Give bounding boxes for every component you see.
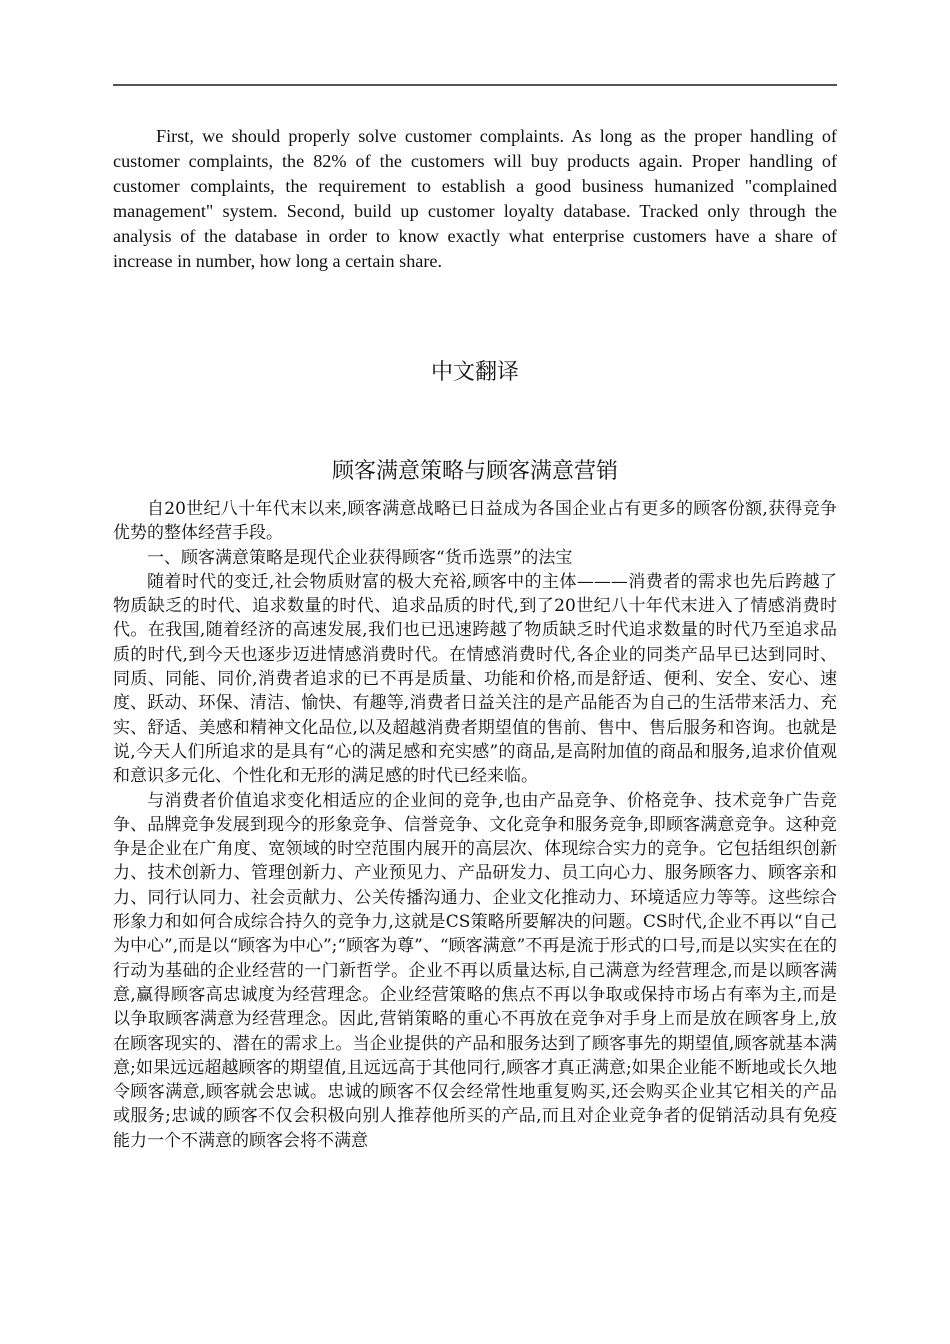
body-paragraph: 随着时代的变迁,社会物质财富的极大充裕,顾客中的主体———消费者的需求也先后跨越了物质缺乏的时代、追求数量的时代、追求品质的时代,到了20世纪八十年代末进入了情感消费时代。在我国,随着经济的高速发展,我们也已迅速跨越了物质缺乏时代追求数量的时代乃至追求品质的时代,到今天也逐步迈进情感消费时代。在情感消费时代,各企业的同类产品早已达到同时、同质、同能、同价,消费者追求的已不再是质量、功能和价格,而是舒适、便利、安全、安心、速度、跃动、环保、清洁、愉快、有趣等,消费者日益关注的是产品能否为自己的生活带来活力、充实、舒适、美感和精神文化品位,以及超越消费者期望值的售前、售中、售后服务和咨询。也就是说,今天人们所追求的是具有“心的满足感和充实感”的商品,是高附加值的商品和服务,追求价值观和意识多元化、个性化和无形的满足感的时代已经来临。 (113, 571, 837, 787)
body-paragraph: 与消费者价值追求变化相适应的企业间的竞争,也由产品竞争、价格竞争、技术竞争广告竞争、品牌竞争发展到现今的形象竞争、信誉竞争、文化竞争和服务竞争,即顾客满意竞争。这种竞争是企业在广角度、宽领域的时空范围内展开的高层次、体现综合实力的竞争。它包括组织创新力、技术创新力、管理创新力、产业预见力、产品研发力、员工向心力、服务顾客力、顾客亲和力、同行认同力、社会贡献力、公关传播沟通力、企业文化推动力、环境适应力等等。这些综合形象力和如何合成综合持久的竞争力,这就是CS策略所要解决的问题。CS时代,企业不再以“自己为中心”,而是以“顾客为中心”;“顾客为尊”、“顾客满意”不再是流于形式的口号,而是以实实在在的行动为基础的企业经营的一门新哲学。企业不再以质量达标,自己满意为经营理念,而是以顾客满意,赢得顾客高忠诚度为经营理念。企业经营策略的焦点不再以争取或保持市场占有率为主,而是以争取顾客满意为经营理念。因此,营销策略的重心不再放在竞争对手身上而是放在顾客身上,放在顾客现实的、潜在的需求上。当企业提供的产品和服务达到了顾客事先的期望值,顾客就基本满意;如果远远超越顾客的期望值,且远远高于其他同行,顾客才真正满意;如果企业能不断地或长久地令顾客满意,顾客就会忠诚。忠诚的顾客不仅会经常性地重复购买,还会购买企业其它相关的产品或服务;忠诚的顾客不仅会积极向别人推荐他所买的产品,而且对企业竞争者的促销活动具有免疫能力一个不满意的顾客会将不满意 (113, 790, 837, 1151)
chinese-body (113, 497, 837, 1153)
section-subheading: 一、顾客满意策略是现代企业获得顾客“货币选票”的法宝 (147, 547, 573, 568)
english-paragraph: First, we should properly solve customer complaints. As long as the proper handling of customer complaints, the 82% of the customers will buy products again. Proper handling of customer complaints, the requirement to establish a good business humanized "complained management" system. Second, build up customer loyalty database. Tracked only through the analysis of the database in order to know exactly what enterprise customers have a share of increase in number, how long a certain share. (113, 126, 837, 271)
section-heading-chinese-translation: 中文翻译 (430, 360, 519, 385)
body-paragraph: 自20世纪八十年代末以来,顾客满意战略已日益成为各国企业占有更多的顾客份额,获得竞争优势的整体经营手段。 (113, 499, 837, 544)
header-rule (113, 84, 837, 86)
article-title: 顾客满意策略与顾客满意营销 (331, 459, 618, 484)
